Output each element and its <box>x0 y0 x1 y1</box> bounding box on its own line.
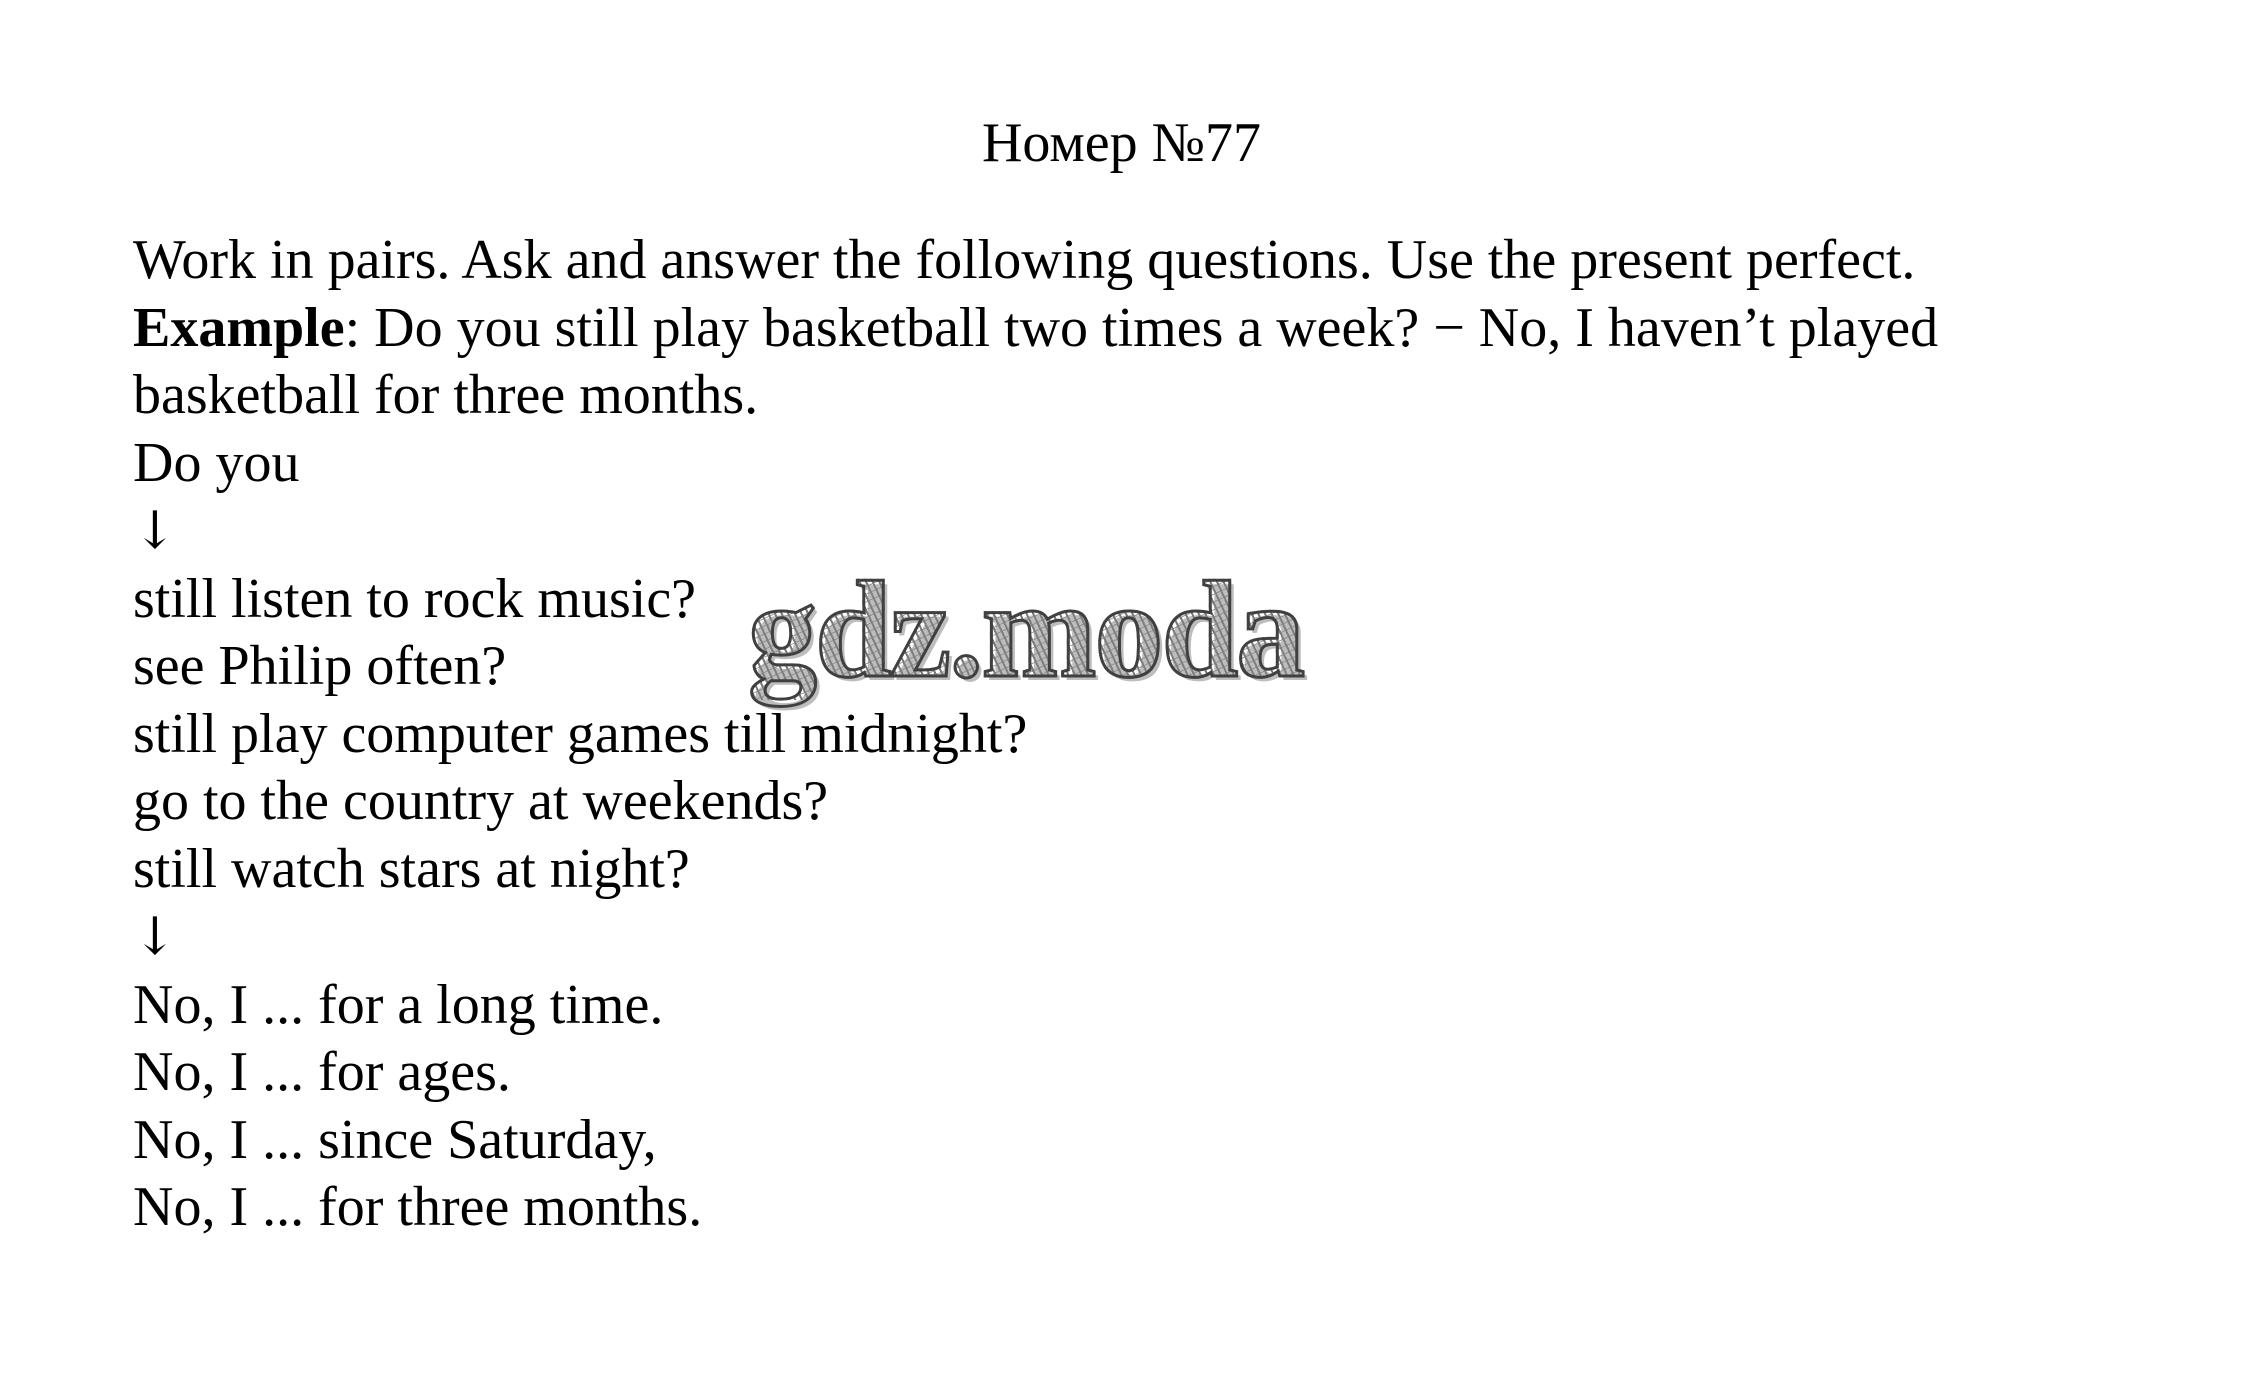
question-item: still listen to rock music? <box>133 567 697 630</box>
example-continuation: basketball for three months. <box>133 364 759 426</box>
question-item: still watch stars at night? <box>133 837 690 900</box>
question-item: still play computer games till midnight? <box>133 702 1028 765</box>
down-arrow-icon: ↓ <box>133 907 177 967</box>
question-item: see Philip often? <box>133 635 507 697</box>
question-item: go to the country at weekends? <box>133 770 829 832</box>
answer-item: No, I ... for three months. <box>133 1176 703 1238</box>
page-title: Номер №77 <box>981 112 1262 174</box>
example-line <box>133 295 2133 363</box>
answer-item: No, I ... for a long time. <box>133 973 664 1036</box>
answer-item: No, I ... for ages. <box>133 1041 511 1103</box>
answer-item: No, I ... since Saturday, <box>133 1108 657 1171</box>
down-arrow-icon: ↓ <box>133 501 177 561</box>
question-intro: Do you <box>133 431 300 494</box>
example-text: : Do you still play basketball two times a week? − No, I haven’t played <box>344 296 1939 359</box>
watermark-logo: gdz.moda <box>748 553 1304 706</box>
exercise-body <box>133 227 2133 1242</box>
example-label: Example <box>133 296 345 359</box>
instruction-text: Work in pairs. Ask and answer the following questions. Use the present perfect. <box>133 229 1916 291</box>
